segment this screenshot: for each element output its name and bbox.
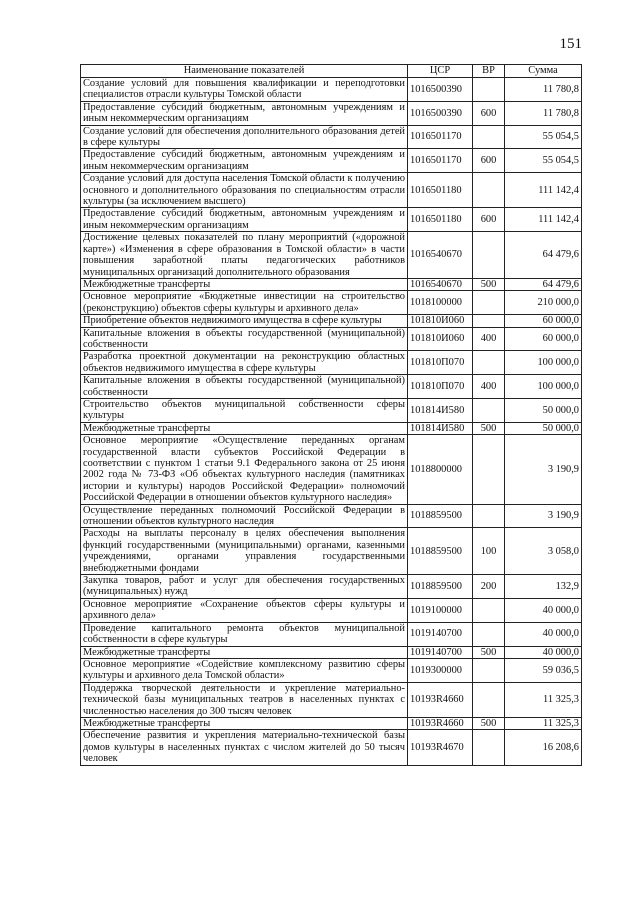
table-row (81, 622, 582, 646)
cell-vr (473, 315, 505, 327)
table-row (81, 658, 582, 682)
cell-name: Межбюджетные трансферты (81, 646, 408, 658)
cell-vr (473, 398, 505, 422)
cell-csr: 1016500390 (408, 101, 473, 125)
table-row (81, 208, 582, 232)
cell-csr: 1019140700 (408, 622, 473, 646)
cell-name: Межбюджетные трансферты (81, 278, 408, 290)
cell-csr: 1018100000 (408, 291, 473, 315)
cell-sum: 16 208,6 (505, 730, 582, 765)
table-row (81, 398, 582, 422)
cell-csr: 101810П070 (408, 351, 473, 375)
table-body (81, 78, 582, 766)
cell-name: Создание условий для обеспечения дополнительного образования детей в сфере культуры (81, 125, 408, 149)
cell-vr: 500 (473, 422, 505, 434)
cell-vr: 600 (473, 208, 505, 232)
cell-sum: 210 000,0 (505, 291, 582, 315)
table-header-row (81, 65, 582, 78)
cell-csr: 1016501170 (408, 149, 473, 173)
cell-csr: 1016540670 (408, 278, 473, 290)
cell-csr: 1018859500 (408, 575, 473, 599)
cell-vr (473, 598, 505, 622)
cell-csr: 1016501180 (408, 173, 473, 208)
cell-vr: 100 (473, 528, 505, 575)
cell-csr: 101814И580 (408, 398, 473, 422)
cell-sum: 111 142,4 (505, 173, 582, 208)
cell-name: Разработка проектной документации на реконструкцию областных объектов недвижимого имущества в сфере культуры (81, 351, 408, 375)
cell-sum: 100 000,0 (505, 375, 582, 399)
cell-vr (473, 622, 505, 646)
cell-vr: 400 (473, 327, 505, 351)
header-vr: ВР (473, 65, 505, 78)
cell-csr: 1019140700 (408, 646, 473, 658)
cell-vr (473, 658, 505, 682)
cell-vr: 600 (473, 101, 505, 125)
cell-vr (473, 232, 505, 279)
cell-csr: 1016540670 (408, 232, 473, 279)
cell-name: Основное мероприятие «Сохранение объектов сферы культуры и архивного дела» (81, 598, 408, 622)
table-row (81, 435, 582, 504)
cell-name: Осуществление переданных полномочий Российской Федерации в отношении объектов культурного наследия (81, 504, 408, 528)
page-number: 151 (559, 36, 582, 52)
cell-vr (473, 173, 505, 208)
cell-sum: 11 325,3 (505, 682, 582, 717)
cell-sum: 50 000,0 (505, 422, 582, 434)
cell-csr: 10193R4660 (408, 682, 473, 717)
cell-name: Предоставление субсидий бюджетным, автономным учреждениям и иным некоммерческим организациям (81, 208, 408, 232)
cell-name: Основное мероприятие «Осуществление переданных органам государственной власти субъектов Российской Федерации в соответствии с пунктом 1 статьи 9.1 Федерального закона от 25 июня 2002 года № 73-ФЗ «Об объектах культурного наследия (памятниках истории и культуры) народов Российской Федерации» полномочий Российской Федерации в отношении объектов культурного наследия» (81, 435, 408, 504)
cell-name: Достижение целевых показателей по плану мероприятий («дорожной карте») «Изменения в сфере образования в Томской области» в части повышения заработной платы педагогических работников муниципальных организаций дополнительного образования (81, 232, 408, 279)
cell-name: Поддержка творческой деятельности и укрепление материально-технической базы муниципальных театров в населенных пунктах с численностью населения до 300 тысяч человек (81, 682, 408, 717)
cell-name: Обеспечение развития и укрепления материально-технической базы домов культуры в населенных пунктах с числом жителей до 50 тысяч человек (81, 730, 408, 765)
cell-name: Приобретение объектов недвижимого имущества в сфере культуры (81, 315, 408, 327)
cell-csr: 1018800000 (408, 435, 473, 504)
cell-csr: 10193R4660 (408, 717, 473, 729)
table-row (81, 504, 582, 528)
table-row (81, 375, 582, 399)
cell-vr: 200 (473, 575, 505, 599)
table-row (81, 291, 582, 315)
cell-name: Основное мероприятие «Бюджетные инвестиции на строительство (реконструкцию) объектов сферы культуры и архивного дела» (81, 291, 408, 315)
table-row (81, 351, 582, 375)
cell-name: Предоставление субсидий бюджетным, автономным учреждениям и иным некоммерческим организациям (81, 149, 408, 173)
cell-csr: 101814И580 (408, 422, 473, 434)
cell-name: Межбюджетные трансферты (81, 422, 408, 434)
cell-name: Проведение капитального ремонта объектов муниципальной собственности в сфере культуры (81, 622, 408, 646)
cell-sum: 64 479,6 (505, 232, 582, 279)
budget-table (80, 64, 582, 766)
cell-csr: 1016500390 (408, 78, 473, 102)
cell-csr: 10193R4670 (408, 730, 473, 765)
cell-vr (473, 504, 505, 528)
table-row (81, 646, 582, 658)
cell-sum: 60 000,0 (505, 327, 582, 351)
cell-name: Закупка товаров, работ и услуг для обеспечения государственных (муниципальных) нужд (81, 575, 408, 599)
cell-sum: 132,9 (505, 575, 582, 599)
cell-name: Капитальные вложения в объекты государственной (муниципальной) собственности (81, 375, 408, 399)
cell-name: Расходы на выплаты персоналу в целях обеспечения выполнения функций государственными (муниципальными) органами, казенными учреждениями, органами управления государственными внебюджетными фондами (81, 528, 408, 575)
cell-sum: 11 780,8 (505, 101, 582, 125)
cell-sum: 59 036,5 (505, 658, 582, 682)
cell-vr (473, 435, 505, 504)
table-row (81, 78, 582, 102)
cell-sum: 55 054,5 (505, 149, 582, 173)
cell-csr: 101810И060 (408, 315, 473, 327)
cell-sum: 11 780,8 (505, 78, 582, 102)
table-row (81, 575, 582, 599)
table-row (81, 598, 582, 622)
header-csr: ЦСР (408, 65, 473, 78)
table-row (81, 149, 582, 173)
cell-csr: 101810П070 (408, 375, 473, 399)
cell-name: Капитальные вложения в объекты государственной (муниципальной) собственности (81, 327, 408, 351)
cell-sum: 11 325,3 (505, 717, 582, 729)
cell-name: Создание условий для доступа населения Томской области к получению основного и дополнительного образования по специальностям отрасли культуры (за исключением высшего) (81, 173, 408, 208)
cell-vr: 500 (473, 278, 505, 290)
cell-name: Предоставление субсидий бюджетным, автономным учреждениям и иным некоммерческим организациям (81, 101, 408, 125)
table-row (81, 682, 582, 717)
cell-vr (473, 682, 505, 717)
table-row (81, 422, 582, 434)
cell-sum: 40 000,0 (505, 622, 582, 646)
cell-csr: 1016501170 (408, 125, 473, 149)
cell-csr: 1018859500 (408, 504, 473, 528)
table-row (81, 315, 582, 327)
cell-sum: 40 000,0 (505, 646, 582, 658)
cell-csr: 101810И060 (408, 327, 473, 351)
cell-csr: 1016501180 (408, 208, 473, 232)
cell-vr: 500 (473, 646, 505, 658)
cell-csr: 1019300000 (408, 658, 473, 682)
cell-sum: 3 058,0 (505, 528, 582, 575)
cell-sum: 55 054,5 (505, 125, 582, 149)
table-row (81, 173, 582, 208)
cell-sum: 100 000,0 (505, 351, 582, 375)
header-name: Наименование показателей (81, 65, 408, 78)
cell-vr: 500 (473, 717, 505, 729)
cell-sum: 40 000,0 (505, 598, 582, 622)
cell-vr (473, 125, 505, 149)
table-row (81, 232, 582, 279)
cell-sum: 111 142,4 (505, 208, 582, 232)
cell-vr (473, 730, 505, 765)
cell-sum: 3 190,9 (505, 504, 582, 528)
cell-sum: 3 190,9 (505, 435, 582, 504)
cell-name: Межбюджетные трансферты (81, 717, 408, 729)
table-row (81, 528, 582, 575)
header-sum: Сумма (505, 65, 582, 78)
cell-sum: 60 000,0 (505, 315, 582, 327)
table-row (81, 101, 582, 125)
cell-sum: 50 000,0 (505, 398, 582, 422)
table-row (81, 125, 582, 149)
cell-csr: 1018859500 (408, 528, 473, 575)
table-row (81, 278, 582, 290)
table-row (81, 327, 582, 351)
cell-vr (473, 78, 505, 102)
cell-name: Строительство объектов муниципальной собственности сферы культуры (81, 398, 408, 422)
cell-sum: 64 479,6 (505, 278, 582, 290)
cell-vr: 600 (473, 149, 505, 173)
table-row (81, 717, 582, 729)
table-row (81, 730, 582, 765)
cell-vr (473, 351, 505, 375)
cell-csr: 1019100000 (408, 598, 473, 622)
cell-vr (473, 291, 505, 315)
cell-name: Создание условий для повышения квалификации и переподготовки специалистов отрасли культуры Томской области (81, 78, 408, 102)
cell-vr: 400 (473, 375, 505, 399)
cell-name: Основное мероприятие «Содействие комплексному развитию сферы культуры и архивного дела Томской области» (81, 658, 408, 682)
